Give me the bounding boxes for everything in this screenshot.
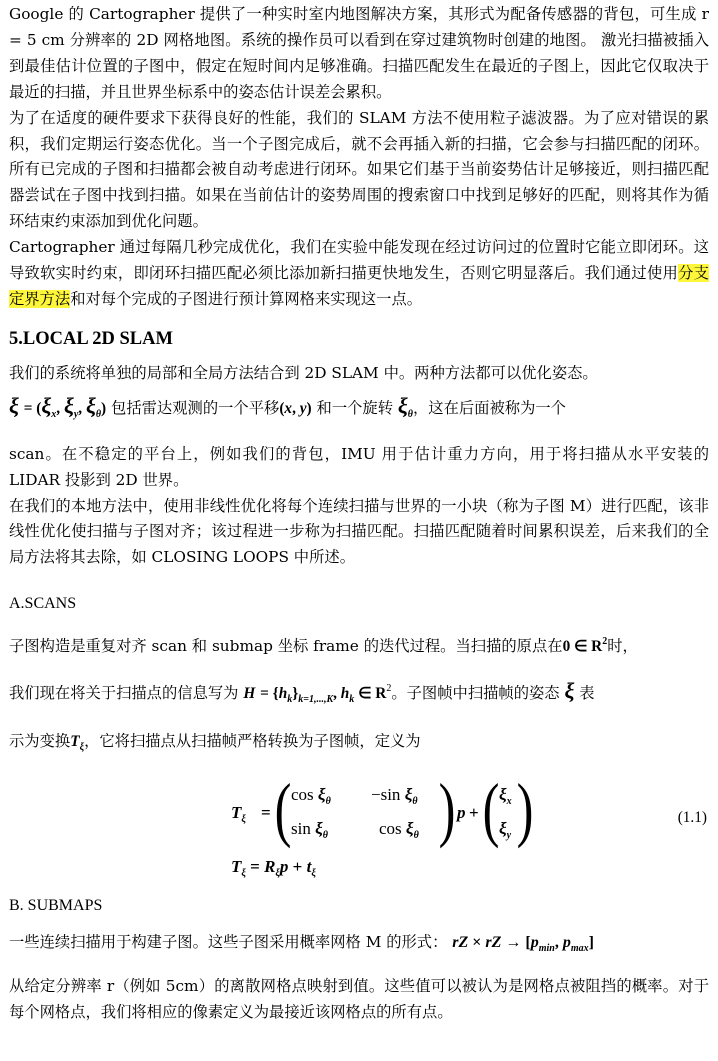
paragraph-submap-construction	[9, 629, 709, 660]
paragraph-realtime	[9, 235, 709, 313]
submap-construction-text-b: 时，	[607, 637, 638, 656]
paragraph-optimization: 为了在适度的硬件要求下获得良好的性能，我们的 SLAM 方法不使用粒子滤波器。为了应对错误的累积，我们定期运行姿态优化。当一个子图完成后，就不会再插入新的扫描，它会参与扫描匹配的闭环。所有已完成的子图和扫描都会被自动考虑进行闭环。如果它们基于当前姿势估计足够接近，则扫描匹配器尝试在子图中找到扫描。如果在当前估计的姿势周围的搜索窗口中找到足够好的匹配，则将其作为循环结束约束添加到优化问题。	[9, 108, 709, 231]
transform-text-a: 示为变换	[9, 732, 71, 751]
pose-text-a: 包括雷达观测的一个平移	[111, 398, 280, 417]
grid-mapping-formula: rZ × rZ → [$p_{min}$, $p_{max}$]	[452, 933, 594, 954]
paragraph-transform	[9, 729, 709, 761]
origin-formula: 0 ∈ $R^2$	[562, 636, 608, 656]
section-heading-submaps: B. SUBMAPS	[9, 896, 103, 914]
section-heading-local-slam: 5.LOCAL 2D SLAM	[9, 328, 173, 349]
equation-transform-short: $T_\xi = R_\xi p + t_\xi$	[231, 856, 316, 879]
paragraph-scan-imu: scan。在不稳定的平台上，例如我们的背包，IMU 用于估计重力方向，用于将扫描从水平安装的 LIDAR 投影到 2D 世界。	[9, 444, 709, 489]
submap-construction-text-a: 子图构造是重复对齐 scan 和 submap 坐标 frame 的迭代过程。当扫描的原点在	[9, 637, 563, 656]
scan-points-text-a: 我们现在将关于扫描点的信息写为	[9, 684, 239, 703]
scan-points-text-b: 。子图帧中扫描帧的姿态	[391, 684, 560, 703]
pose-text-c: ，这在后面被称为一个	[412, 398, 566, 417]
equation-number: (1.1)	[677, 808, 707, 826]
pose-symbol: ξ	[564, 678, 575, 704]
paragraph-local-method: 在我们的本地方法中，使用非线性优化将每个连续扫描与世界的一小块（称为子图 M）进行匹配，该非线性优化使扫描与子图对齐；该过程进一步称为扫描匹配。扫描匹配随着时间累积误差，后来我们的全局方法将其去除，如 CLOSING LOOPS 中所述。	[9, 496, 709, 567]
pose-text-b: 和一个旋转	[316, 398, 394, 417]
equation-block	[9, 765, 709, 893]
paragraph-system: 我们的系统将单独的局部和全局方法结合到 2D SLAM 中。两种方法都可以优化姿态。	[9, 363, 598, 382]
paragraph-scan-points	[9, 676, 709, 713]
paragraph-intro: Google 的 Cartographer 提供了一种实时室内地图解决方案，其形式为配备传感器的背包，可生成 r = 5 cm 分辨率的 2D 网格地图。系统的操作员可以看到在穿过建筑物时创建的地图。 激光扫描被插入到最佳估计位置的子图中，假定在短时间内足够准确。扫描匹配发生在最近的子图上，因此它仅取决于最近的扫描，并且世界坐标系中的姿态估计误差会累积。	[9, 5, 709, 101]
transform-text-b: ，它将扫描点从扫描帧严格转换为子图帧，定义为	[84, 732, 421, 751]
transform-symbol: $T_\xi$	[70, 733, 85, 754]
translation-formula: (x, y)	[279, 399, 312, 417]
equation-transform-matrix: $T_\xi$ = ( $\cos \xi_\theta$ −sin $\xi_\theta$ $\sin \xi_\theta$ $\cos \xi_\theta$ ) p + ( $\xi_x$ $\xi_y$ )	[231, 768, 534, 849]
paragraph-grid-values: 从给定分辨率 r（例如 5cm）的离散网格点映射到值。这些值可以被认为是网格点被阻挡的概率。对于每个网格点，我们将相应的像素定义为最接近该网格点的所有点。	[9, 976, 709, 1021]
document-page	[9, 2, 709, 1026]
submaps-text-a: 一些连续扫描用于构建子图。这些子图采用概率网格 M 的形式：	[9, 932, 448, 951]
paragraph-pose-definition	[9, 393, 709, 428]
scan-points-formula: $H = \{h_k\}_{k=1,...,K}$, $h_k$ ∈ $R^2$	[243, 683, 392, 706]
paragraph-submaps	[9, 929, 709, 962]
pose-formula: $\xi = (\xi_x$, $\xi_y$, $\xi_\theta$)	[9, 392, 107, 420]
scan-points-text-c: 表	[579, 684, 595, 703]
paragraph-realtime-text-a: Cartographer 通过每隔几秒完成优化，我们在实验中能发现在经过访问过的位置时它能立即闭环。这导致软实时约束，即闭环扫描匹配必须比添加新扫描更快地发生，否则它明显落后。我们通过使用	[9, 238, 709, 283]
paragraph-realtime-text-b: 和对每个完成的子图进行预计算网格来实现这一点。	[70, 289, 423, 308]
section-heading-scans: A.SCANS	[9, 595, 77, 613]
highlighted-term: 分支定界方法	[9, 264, 709, 308]
rotation-formula: $\xi_\theta$	[397, 392, 413, 420]
